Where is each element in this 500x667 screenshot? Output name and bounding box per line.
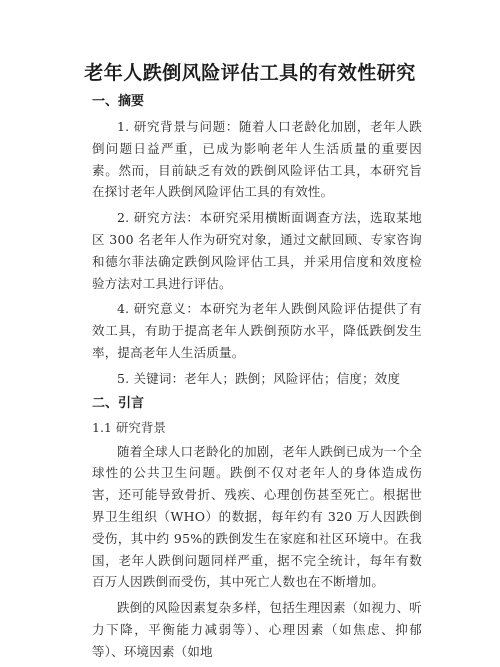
document-title: 老年人跌倒风险评估工具的有效性研究 (84, 62, 416, 84)
abstract-paragraph-background: 1. 研究背景与问题：随着人口老龄化加剧，老年人跌倒问题日益严重，已成为影响老年人生活质量的重要因素。然而，目前缺乏有效的跌倒风险评估工具，本研究旨在探讨老年人跌倒风险评估工具的有效性。 (92, 119, 422, 200)
document-body (92, 92, 422, 667)
abstract-paragraph-keywords: 5. 关键词：老年人；跌倒；风险评估；信度；效度 (117, 370, 401, 386)
intro-heading: 二、引言 (92, 395, 145, 411)
abstract-paragraph-methods: 2. 研究方法：本研究采用横断面调查方法，选取某地区 300 名老年人作为研究对象，通过文献回顾、专家咨询和德尔菲法确定跌倒风险评估工具，并采用信度和效度检验方法对工具进行评估。 (92, 210, 422, 291)
intro-paragraph-risk-factors: 跌倒的风险因素复杂多样，包括生理因素（如视力、听力下降，平衡能力减弱等）、心理因素（如焦虑、抑郁等）、环境因素（如地 (92, 600, 422, 659)
intro-paragraph-background: 随着全球人口老龄化的加剧，老年人跌倒已成为一个全球性的公共卫生问题。跌倒不仅对老年人的身体造成伤害，还可能导致骨折、残疾、心理创伤甚至死亡。根据世界卫生组织（WHO）的数据，每年约有 320 万人因跌倒受伤，其中约 95%的跌倒发生在家庭和社区环境中。在我国，老年人跌倒问题同样严重，据不完全统计，每年有数百万人因跌倒而受伤，其中死亡人数也在不断增加。 (92, 443, 422, 590)
intro-subheading-background: 1.1 研究背景 (92, 419, 166, 435)
abstract-heading: 一、摘要 (92, 94, 145, 109)
abstract-paragraph-significance: 4. 研究意义：本研究为老年人跌倒风险评估提供了有效工具，有助于提高老年人跌倒预防水平，降低跌倒发生率，提高老年人生活质量。 (92, 301, 422, 360)
